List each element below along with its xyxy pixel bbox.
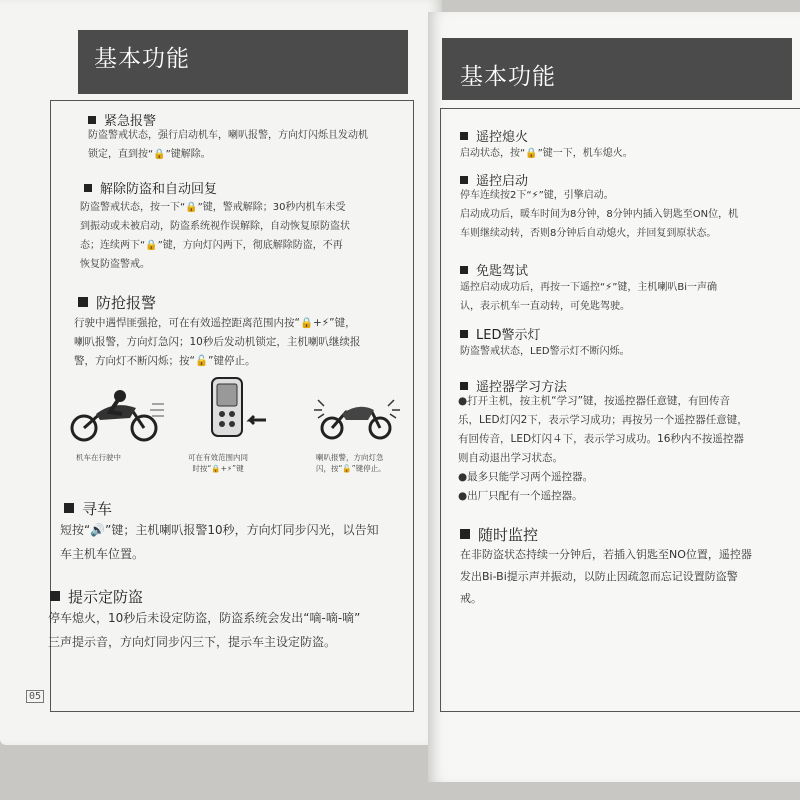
section-title-find-car: 寻车 xyxy=(64,498,112,519)
section-body-remote-learning: ●打开主机，按主机“学习”键，按遥控器任意键，有回传音 乐，LED灯闪2下，表示学习成功；再按另一个遥控器任意键， 有回传音，LED灯闪４下，表示学习成功。16秒内不按遥控器 则自动退出学习状态。 ●最多只能学习两个遥控器。 ●出厂只配有一个遥控器。 xyxy=(458,395,748,502)
section-body-anti-robbery: 行驶中遇悍匪强抢，可在有效遥控距离范围内按“🔒+⚡”键， 喇叭报警，方向灯急闪；10秒后发动机锁定，主机喇叭继续报 警，方向灯不断闪烁；按“🔓”键停止。 xyxy=(74,317,361,367)
section-body-monitoring: 在非防盗状态持续一分钟后，若插入钥匙至NO位置，遥控器 发出Bi-Bi提示声并振动，以防止因疏忽而忘记设置防盗警 戒。 xyxy=(460,548,752,605)
bullet-square-icon xyxy=(50,591,60,601)
section-body-keyless-drive: 遥控启动成功后，再按一下遥控“⚡”键，主机喇叭Bi一声确 认，表示机车一直动转，可免匙驾驶。 xyxy=(460,282,718,312)
right-page xyxy=(428,12,800,782)
section-body-find-car: 短按“🔊”键；主机喇叭报警10秒，方向灯同步闪光，以告知 车主机车位置。 xyxy=(60,523,379,561)
bullet-square-icon xyxy=(460,330,468,338)
section-title-monitoring: 随时监控 xyxy=(460,524,538,545)
illustration-caption-remote: 可在有效范围内同 时按“🔒+⚡”键 xyxy=(188,453,248,473)
section-title-emergency-alarm: 紧急报警 xyxy=(88,110,156,129)
remote-control-icon xyxy=(200,374,270,444)
bullet-square-icon xyxy=(88,116,96,124)
bullet-square-icon xyxy=(460,529,470,539)
section-body-arm-reminder: 停车熄火，10秒后未设定防盗，防盗系统会发出“嘀-嘀-嘀” 三声提示音，方向灯同步闪三下，提示车主设定防盗。 xyxy=(48,611,361,649)
motorcycle-rider-icon xyxy=(66,386,166,444)
bullet-square-icon xyxy=(460,266,468,274)
bullet-square-icon xyxy=(84,184,92,192)
bullet-square-icon xyxy=(460,132,468,140)
left-page-header: 基本功能 xyxy=(78,30,408,94)
bullet-square-icon xyxy=(64,503,74,513)
page-number: 05 xyxy=(26,690,44,703)
section-title-remote-learning: 遥控器学习方法 xyxy=(460,376,567,395)
motorcycle-alarm-icon xyxy=(310,392,406,442)
section-title-arm-reminder: 提示定防盗 xyxy=(50,586,143,607)
illustration-caption-riding: 机车在行驶中 xyxy=(76,453,121,462)
right-page-header: 基本功能 xyxy=(442,38,792,100)
section-title-anti-robbery: 防抢报警 xyxy=(78,292,156,313)
section-title-led-indicator: LED警示灯 xyxy=(460,324,540,343)
section-title-remote-stop: 遥控熄火 xyxy=(460,126,528,145)
section-title-remote-start: 遥控启动 xyxy=(460,170,528,189)
section-body-remote-stop: 启动状态，按“🔒”键一下，机车熄火。 xyxy=(460,148,633,159)
bullet-square-icon xyxy=(78,297,88,307)
bullet-square-icon xyxy=(460,382,468,390)
section-body-led-indicator: 防盗警戒状态，LED警示灯不断闪烁。 xyxy=(460,346,630,357)
bullet-square-icon xyxy=(460,176,468,184)
illustration-caption-alarm: 喇叭报警，方向灯急 闪，按“🔓”键停止。 xyxy=(316,453,386,473)
section-body-remote-start: 停车连续按2下“⚡”键，引擎启动。 启动成功后，暖车时间为8分钟，8分钟内插入钥匙至ON位，机 车则继续动转，否则8分钟后自动熄火，并回复到原状态。 xyxy=(460,190,739,239)
section-body-disarm-auto-rearm: 防盗警戒状态，按一下“🔒”键，警戒解除；30秒内机车未受 到振动或未被启动，防盗系统视作误解除，自动恢复原防盗状 态；连续两下“🔒”键，方向灯闪两下，彻底解除防盗，不再 恢复防盗警戒。 xyxy=(80,202,350,270)
section-title-keyless-drive: 免匙驾试 xyxy=(460,260,528,279)
section-title-disarm-auto-rearm: 解除防盗和自动回复 xyxy=(84,178,217,197)
section-body-emergency-alarm: 防盗警戒状态，强行启动机车，喇叭报警，方向灯闪烁且发动机 锁定，直到按“🔒”键解除。 xyxy=(88,130,368,160)
